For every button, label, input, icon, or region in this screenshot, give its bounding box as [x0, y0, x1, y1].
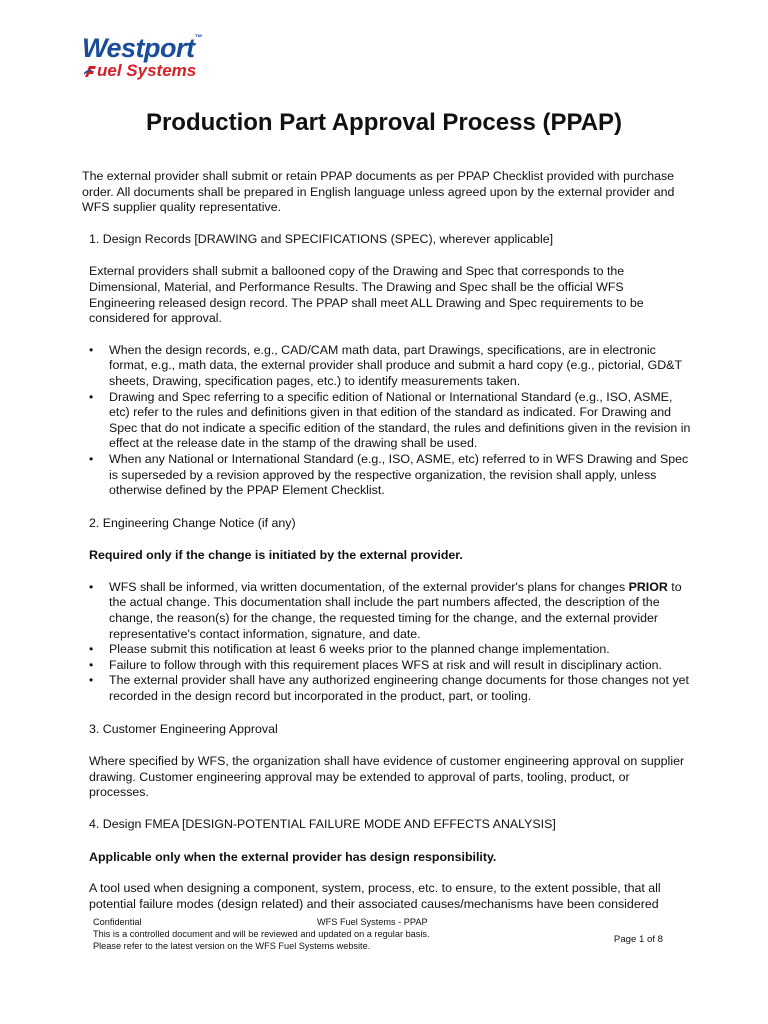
logo-wordmark: Westport™	[82, 33, 203, 63]
page-footer	[93, 916, 663, 952]
bullet-marker: •	[89, 642, 94, 657]
section-3-paragraph: Where specified by WFS, the organization shall have evidence of customer engineering approval on supplier drawing. Customer engineering approval may be extended to approval of parts, tooling, product, or processes.	[89, 754, 685, 800]
section-4-paragraph: A tool used when designing a component, system, process, etc. to ensure, to the extent possible, that all potential failure modes (design related) and their associated causes/mechanisms have been considered	[89, 881, 661, 911]
page-number: Page 1 of 8	[613, 934, 663, 945]
list-item: • When any National or International Standard (e.g., ISO, ASME, etc) referred to in WFS Drawing and Spec is superseded by a revision approved by the respective organization, the revision shall apply, unless otherwise defined by the PPAP Element Checklist.	[89, 451, 689, 498]
bullet-marker: •	[89, 657, 94, 672]
list-item: • Please submit this notification at least 6 weeks prior to the planned change implementation.	[89, 642, 610, 657]
section-1-paragraph: External providers shall submit a ballooned copy of the Drawing and Spec that corresponds to the Dimensional, Material, and Performance Results. The Drawing and Spec shall be the official WFS Engineering released design record. The PPAP shall meet ALL Drawing and Spec requirements to be considered for approval.	[89, 264, 644, 326]
bullet-marker: •	[89, 389, 94, 404]
list-item: • WFS shall be informed, via written documentation, of the external provider's plans for changes PRIOR to the actual change. This documentation shall include the part numbers affected, the description of the change, the reason(s) for the change, the requested timing for the change, and the external provider representative's contact information, signature, and date.	[89, 579, 682, 641]
intro-paragraph: The external provider shall submit or retain PPAP documents as per PPAP Checklist provided with purchase order. All documents shall be prepared in English language unless agreed upon by the external provider and WFS supplier quality representative.	[82, 169, 675, 215]
section-4-heading: 4. Design FMEA [DESIGN-POTENTIAL FAILURE MODE AND EFFECTS ANALYSIS]	[89, 817, 556, 831]
list-item: • Drawing and Spec referring to a specific edition of National or International Standard (e.g., ISO, ASME, etc) refer to the rules and definitions given in that edition of the standard as indicated. For Drawing and Spec that do not indicate a specific edition of the standard, the rules and definitions given in the revision in effect at the release date in the stamp of the drawing shall be used.	[89, 389, 691, 451]
footer-document-name: WFS Fuel Systems - PPAP	[317, 917, 428, 927]
bullet-marker: •	[89, 673, 94, 688]
bullet-marker: •	[89, 579, 94, 594]
section-2-heading: 2. Engineering Change Notice (if any)	[89, 515, 296, 530]
emphasis-prior: PRIOR	[628, 579, 668, 594]
footer-controlled-note: This is a controlled document and will be reviewed and updated on a regular basis.	[93, 929, 430, 939]
section-1-heading: 1. Design Records [DRAWING and SPECIFICATIONS (SPEC), wherever applicable]	[89, 231, 554, 246]
section-3-heading: 3. Customer Engineering Approval	[89, 721, 278, 736]
section-4-note: Applicable only when the external provider has design responsibility.	[89, 849, 497, 864]
document-body	[82, 169, 692, 928]
bullet-marker: •	[89, 342, 94, 357]
section-1-bullets	[82, 343, 692, 499]
company-logo	[82, 33, 242, 83]
list-item: • Failure to follow through with this requirement places WFS at risk and will result in disciplinary action.	[89, 657, 662, 672]
footer-confidential: Confidential	[93, 917, 142, 927]
section-2-note: Required only if the change is initiated by the external provider.	[89, 548, 463, 563]
trademark-symbol: ™	[194, 33, 203, 42]
fuel-swoosh-icon	[84, 65, 96, 78]
footer-version-note: Please refer to the latest version on the WFS Fuel Systems website.	[93, 941, 371, 951]
bullet-marker: •	[89, 451, 94, 466]
list-item: • When the design records, e.g., CAD/CAM math data, part Drawings, specifications, are in electronic format, e.g., math data, the external provider shall produce and submit a hard copy (e.g., pictorial, GD&T sheets, Drawing, specification pages, etc.) to identify measurements taken.	[89, 342, 682, 388]
page-title: Production Part Approval Process (PPAP)	[145, 109, 623, 136]
logo-subtitle: uel Systems	[84, 61, 196, 81]
section-2-bullets	[82, 580, 692, 705]
list-item: • The external provider shall have any authorized engineering change documents for those changes not yet recorded in the design record but incorporated in the product, part, or tooling.	[89, 673, 689, 704]
